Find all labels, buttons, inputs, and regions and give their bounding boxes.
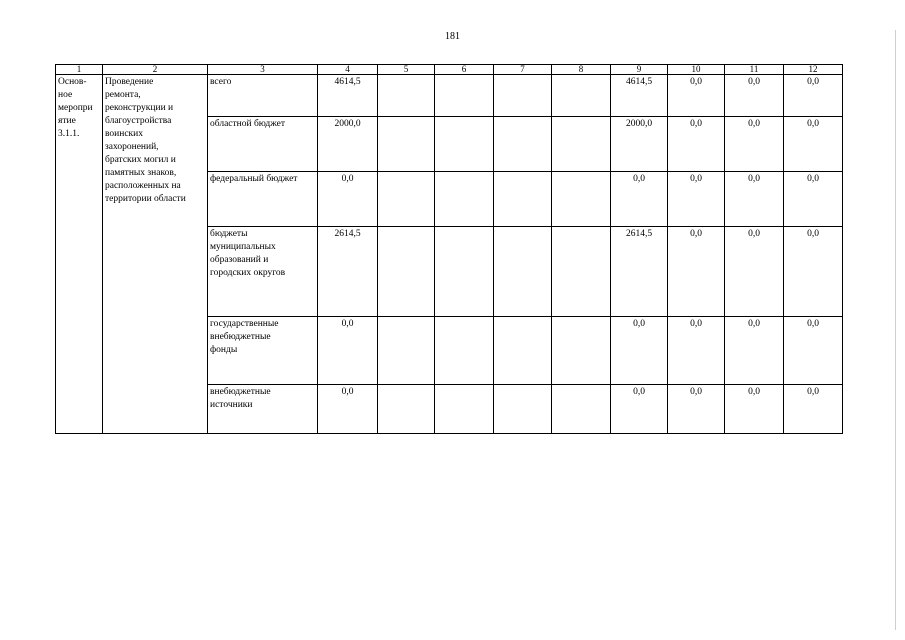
value-cell-col10: 0,0 [668, 227, 725, 317]
value-cell-col5 [378, 117, 435, 172]
funding-source-cell: областной бюджет [208, 117, 318, 172]
value-cell-col8 [552, 172, 611, 227]
value-cell-col11: 0,0 [725, 227, 784, 317]
value-cell-col5 [378, 317, 435, 385]
column-number: 6 [435, 65, 494, 75]
funding-source-cell: внебюджетные источники [208, 385, 318, 434]
value-cell-col8 [552, 227, 611, 317]
value-cell-col6 [435, 117, 494, 172]
value-cell-col6 [435, 317, 494, 385]
value-cell-col8 [552, 75, 611, 117]
column-number: 7 [494, 65, 552, 75]
value-cell-col4: 4614,5 [318, 75, 378, 117]
column-number-row [56, 65, 843, 75]
value-cell-col6 [435, 227, 494, 317]
page-number: 181 [445, 31, 460, 42]
value-cell-col7 [494, 385, 552, 434]
value-cell-col9: 4614,5 [611, 75, 668, 117]
value-cell-col7 [494, 172, 552, 227]
value-cell-col11: 0,0 [725, 317, 784, 385]
column-number: 5 [378, 65, 435, 75]
value-cell-col7 [494, 117, 552, 172]
value-cell-col12: 0,0 [784, 117, 843, 172]
column-number: 11 [725, 65, 784, 75]
value-cell-col6 [435, 172, 494, 227]
scan-edge-line [895, 30, 896, 630]
value-cell-col4: 0,0 [318, 385, 378, 434]
table-row [56, 75, 843, 117]
activity-code-cell: Основ- ное меропри ятие 3.1.1. [56, 75, 103, 434]
value-cell-col12: 0,0 [784, 317, 843, 385]
value-cell-col11: 0,0 [725, 172, 784, 227]
value-cell-col9: 0,0 [611, 317, 668, 385]
value-cell-col6 [435, 75, 494, 117]
funding-source-cell: государственные внебюджетные фонды [208, 317, 318, 385]
value-cell-col5 [378, 172, 435, 227]
column-number: 1 [56, 65, 103, 75]
value-cell-col9: 2614,5 [611, 227, 668, 317]
value-cell-col10: 0,0 [668, 75, 725, 117]
value-cell-col4: 2000,0 [318, 117, 378, 172]
value-cell-col12: 0,0 [784, 227, 843, 317]
column-number: 10 [668, 65, 725, 75]
value-cell-col9: 0,0 [611, 385, 668, 434]
value-cell-col12: 0,0 [784, 75, 843, 117]
value-cell-col10: 0,0 [668, 117, 725, 172]
funding-source-cell: бюджеты муниципальных образований и городских округов [208, 227, 318, 317]
value-cell-col9: 2000,0 [611, 117, 668, 172]
column-number: 9 [611, 65, 668, 75]
value-cell-col10: 0,0 [668, 385, 725, 434]
value-cell-col5 [378, 227, 435, 317]
column-number: 2 [103, 65, 208, 75]
column-number: 3 [208, 65, 318, 75]
funding-source-cell: федеральный бюджет [208, 172, 318, 227]
value-cell-col10: 0,0 [668, 317, 725, 385]
value-cell-col11: 0,0 [725, 385, 784, 434]
value-cell-col12: 0,0 [784, 385, 843, 434]
value-cell-col4: 0,0 [318, 317, 378, 385]
value-cell-col11: 0,0 [725, 75, 784, 117]
value-cell-col7 [494, 317, 552, 385]
value-cell-col10: 0,0 [668, 172, 725, 227]
value-cell-col8 [552, 385, 611, 434]
value-cell-col6 [435, 385, 494, 434]
value-cell-col4: 0,0 [318, 172, 378, 227]
value-cell-col9: 0,0 [611, 172, 668, 227]
value-cell-col7 [494, 227, 552, 317]
funding-source-cell: всего [208, 75, 318, 117]
value-cell-col8 [552, 317, 611, 385]
activity-name-cell: Проведение ремонта, реконструкции и благоустройства воинских захоронений, братских могил и памятных знаков, расположенных на территории области [103, 75, 208, 434]
column-number: 12 [784, 65, 843, 75]
value-cell-col11: 0,0 [725, 117, 784, 172]
value-cell-col4: 2614,5 [318, 227, 378, 317]
value-cell-col12: 0,0 [784, 172, 843, 227]
value-cell-col8 [552, 117, 611, 172]
budget-table [55, 64, 843, 434]
value-cell-col7 [494, 75, 552, 117]
column-number: 4 [318, 65, 378, 75]
column-number: 8 [552, 65, 611, 75]
value-cell-col5 [378, 385, 435, 434]
value-cell-col5 [378, 75, 435, 117]
